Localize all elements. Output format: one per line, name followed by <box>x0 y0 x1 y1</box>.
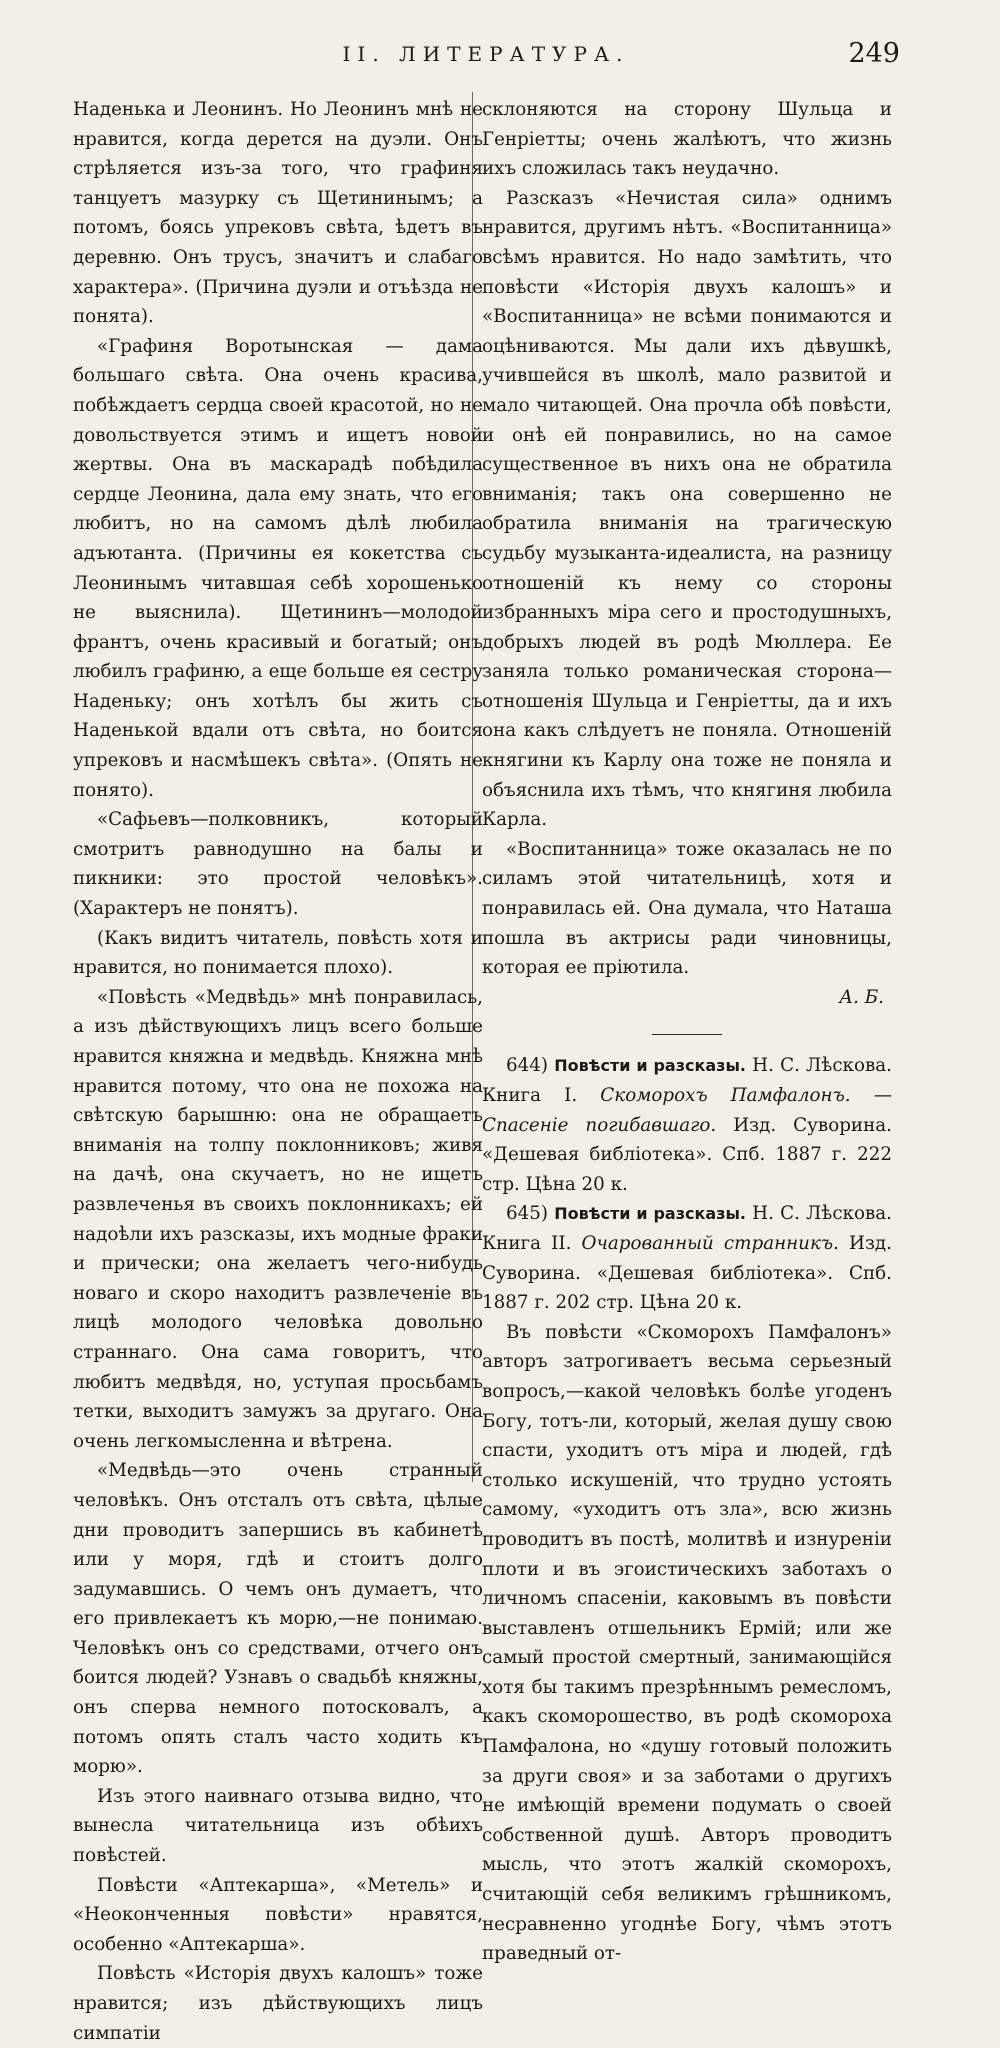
paragraph: «Сафьевъ—полковникъ, который смотритъ равнодушно на балы и пикники: это простой человѣкъ». (Характеръ не понятъ). <box>73 809 483 920</box>
paragraph: Изъ этого наивнаго отзыва видно, что вынесла читательница изъ обѣихъ повѣстей. <box>73 1785 483 1867</box>
bibliographic-entry-645 <box>482 1199 892 1317</box>
paragraph: «Медвѣдь—это очень странный человѣкъ. Онъ отсталъ отъ свѣта, цѣлые дни проводитъ запершись въ кабинетѣ или у моря, гдѣ и стоитъ долго задумавшись. О чемъ онъ думаетъ, что его привлекаетъ къ морю,—не понимаю. Человѣкъ онъ со средствами, отчего онъ боится людей? Узнавъ о свадьбѣ княжны, онъ сперва немного потосковалъ, а потомъ опять сталъ часто ходить къ морю». <box>73 1460 483 1778</box>
entry-title: Повѣсти и разсказы. <box>554 1056 747 1076</box>
entry-works: Скоморохъ Памфалонъ. — Спасеніе погибавшаго. <box>482 1085 893 1136</box>
entry-author: Н. С. Лѣскова. Книга II. <box>482 1203 892 1254</box>
entry-publication: Изд. Суворина. «Дешевая библіотека». Спб. 1887 г. 202 стр. Цѣна 20 к. <box>482 1232 892 1314</box>
paragraph: (Какъ видитъ читатель, повѣсть хотя и нравится, но понимается плохо). <box>73 927 483 979</box>
paragraph: Повѣсть «Исторія двухъ калошъ» тоже нравится; изъ дѣйствующихъ лицъ симпатіи <box>73 1963 483 2044</box>
signature: А. Б. <box>839 986 884 1008</box>
section-separator <box>652 1034 722 1035</box>
paragraph: Разсказъ «Нечистая сила» однимъ нравится, другимъ нѣтъ. «Воспитанница» всѣмъ нравится. Но надо замѣтить, что повѣсти «Исторія двухъ калошъ» и «Воспитанница» не всѣми понимаются и оцѣниваются. Мы дали ихъ дѣвушкѣ, учившейся въ школѣ, мало развитой и мало читающей. Она прочла обѣ повѣсти, и онѣ ей понравились, но на самое существенное въ нихъ она не обратила вниманія; такъ она совершенно не обратила вниманія на трагическую судьбу музыканта-идеалиста, на разницу отношеній къ нему со стороны избранныхъ міра сего и простодушныхъ, добрыхъ людей въ родѣ Мюллера. Ее заняла только романическая сторона—отношенія Шульца и Генріетты, да и ихъ она какъ слѣдуетъ не поняла. Отношеній княгини къ Карлу она тоже не поняла и объяснила ихъ тѣмъ, что княгиня любила Карла. <box>482 187 892 831</box>
paragraph: «Повѣсть «Медвѣдь» мнѣ понравилась, а изъ дѣйствующихъ лицъ всего больше нравится княжна и медвѣдь. Княжна мнѣ нравится потому, что она не похожа на свѣтскую барышню: она не обращаетъ вниманія на толпу поклонниковъ; живя на дачѣ, она скучаетъ, но не ищетъ развлеченья въ своихъ поклонникахъ; ей надоѣли ихъ разсказы, ихъ модные фраки и прически; она желаетъ чего-нибудь новаго и скоро находитъ развлеченіе въ лицѣ молодого человѣка довольно страннаго. Она сама говоритъ, что любитъ медвѣдя, но, уступая просьбамъ тетки, выходитъ замужъ за другаго. Она очень легкомысленна и вѣтрена. <box>73 986 483 1452</box>
running-head: II. ЛИТЕРАТУРА. <box>342 42 630 66</box>
paragraph: Въ повѣсти «Скоморохъ Памфалонъ» авторъ затрогиваетъ весьма серьезный вопросъ,—какой человѣкъ болѣе угоденъ Богу, тотъ-ли, который, желая душу свою спасти, уходитъ отъ міра и людей, гдѣ столько искушеній, что трудно устоять самому, «уходитъ отъ зла», всю жизнь проводитъ въ постѣ, молитвѣ и изнуреніи плоти и въ эгоистическихъ заботахъ о личномъ спасеніи, каковымъ въ повѣсти выставленъ отшельникъ Ермій; или же самый простой смертный, занимающійся хотя бы такимъ презрѣннымъ ремесломъ, какъ скоморошество, въ родѣ скомороха Памфалона, но «душу готовый положить за други своя» и за заботами о другихъ не имѣющій времени подумать о своей собственной душѣ. Авторъ проводитъ мысль, что этотъ жалкій скоморохъ, считающій себя великимъ грѣшникомъ, несравненно угоднѣе Богу, чѣмъ этотъ праведный от- <box>482 1321 892 1965</box>
left-column <box>73 95 483 2048</box>
page-number: 249 <box>848 38 900 69</box>
paragraph: склоняются на сторону Шульца и Генріетты; очень жалѣютъ, что жизнь ихъ сложилась такъ неудачно. <box>482 99 892 180</box>
paragraph: Наденька и Леонинъ. Но Леонинъ мнѣ не нравится, когда дерется на дуэли. Онъ стрѣляется изъ-за того, что графиня танцуетъ мазурку съ Щетининымъ; а потомъ, боясь упрековъ свѣта, ѣдетъ въ деревню. Онъ трусъ, значитъ и слабаго характера». (Причина дуэли и отъѣзда не понята). <box>73 99 483 328</box>
paragraph: «Воспитанница» тоже оказалась не по силамъ этой читательницѣ, хотя и понравилась ей. Она думала, что Наташа пошла въ актрисы ради чиновницы, которая ее пріютила. <box>482 838 892 979</box>
entry-number: 645) <box>506 1203 549 1225</box>
paragraph: Повѣсти «Аптекарша», «Метель» и «Неоконченныя повѣсти» нравятся, особенно «Аптекарша». <box>73 1874 483 1955</box>
page-header <box>72 38 900 78</box>
entry-title: Повѣсти и разсказы. <box>554 1204 747 1224</box>
bibliographic-entry-644 <box>482 1051 892 1199</box>
entry-number: 644) <box>506 1055 549 1077</box>
entry-works: Очарованный странникъ. <box>581 1232 839 1254</box>
entry-publication: Изд. Суворина. «Дешевая библіотека». Спб. 1887 г. 222 стр. Цѣна 20 к. <box>482 1114 892 1195</box>
entry-author: Н. С. Лѣскова. Книга I. <box>482 1055 892 1106</box>
right-column <box>482 95 892 1969</box>
paragraph: «Графиня Воротынская — дама большаго свѣта. Она очень красива, побѣждаетъ сердца своей красотой, но не довольствуется этимъ и ищетъ новой жертвы. Она въ маскарадѣ побѣдила сердце Леонина, дала ему знать, что его любитъ, но на самомъ дѣлѣ любила адъютанта. (Причины ея кокетства съ Леонинымъ читавшая себѣ хорошенько не выяснила). Щетининъ—молодой франтъ, очень красивый и богатый; онъ любилъ графиню, а еще больше ея сестру Наденьку; онъ хотѣлъ бы жить съ Наденькой вдали отъ свѣта, но боится упрековъ и насмѣшекъ свѣта». (Опять не понято). <box>73 335 483 801</box>
